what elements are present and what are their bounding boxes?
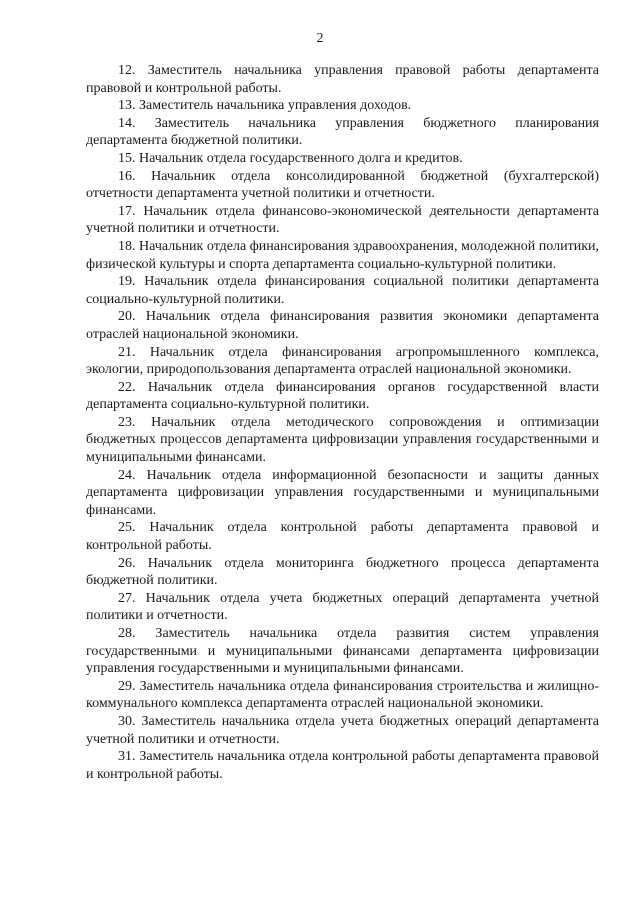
list-item: 14. Заместитель начальника управления бюджетного планирования департамента бюджетной политики. (86, 115, 599, 149)
list-item: 28. Заместитель начальника отдела развития систем управления государственными и муниципальными финансами департамента цифровизации управления государственными и муниципальными финансами. (86, 626, 599, 677)
list-item: 21. Начальник отдела финансирования агропромышленного комплекса, экологии, природопользования департамента отраслей национальной экономики. (86, 344, 599, 378)
list-item: 24. Начальник отдела информационной безопасности и защиты данных департамента цифровизации управления государственными и муниципальными финансами. (86, 467, 599, 518)
positions-list (86, 62, 599, 783)
list-item: 26. Начальник отдела мониторинга бюджетного процесса департамента бюджетной политики. (86, 555, 599, 589)
list-item: 15. Начальник отдела государственного долга и кредитов. (118, 150, 463, 166)
list-item: 17. Начальник отдела финансово-экономической деятельности департамента учетной политики и отчетности. (86, 203, 599, 237)
list-item: 27. Начальник отдела учета бюджетных операций департамента учетной политики и отчетности. (86, 590, 599, 624)
page-number: 2 (316, 31, 324, 46)
list-item: 16. Начальник отдела консолидированной бюджетной (бухгалтерской) отчетности департамента учетной политики и отчетности. (86, 168, 599, 202)
list-item: 30. Заместитель начальника отдела учета бюджетных операций департамента учетной политики и отчетности. (86, 713, 599, 747)
list-item: 13. Заместитель начальника управления доходов. (118, 98, 412, 114)
list-item: 29. Заместитель начальника отдела финансирования строительства и жилищно-коммунального комплекса департамента отраслей национальной экономики. (86, 678, 599, 712)
list-item: 31. Заместитель начальника отдела контрольной работы департамента правовой и контрольной работы. (86, 749, 599, 782)
list-item: 18. Начальник отдела финансирования здравоохранения, молодежной политики, физической культуры и спорта департамента социально-культурной политики. (86, 238, 599, 272)
list-item: 20. Начальник отдела финансирования развития экономики департамента отраслей национальной экономики. (86, 309, 599, 342)
list-item: 12. Заместитель начальника управления правовой работы департамента правовой и контрольной работы. (86, 63, 599, 96)
list-item: 23. Начальник отдела методического сопровождения и оптимизации бюджетных процессов департамента цифровизации управления государственными и муниципальными финансами. (86, 414, 599, 466)
list-item: 19. Начальник отдела финансирования социальной политики департамента социально-культурной политики. (86, 274, 599, 307)
list-item: 25. Начальник отдела контрольной работы департамента правовой и контрольной работы. (86, 520, 599, 554)
list-item: 22. Начальник отдела финансирования органов государственной власти департамента социально-культурной политики. (86, 379, 599, 413)
